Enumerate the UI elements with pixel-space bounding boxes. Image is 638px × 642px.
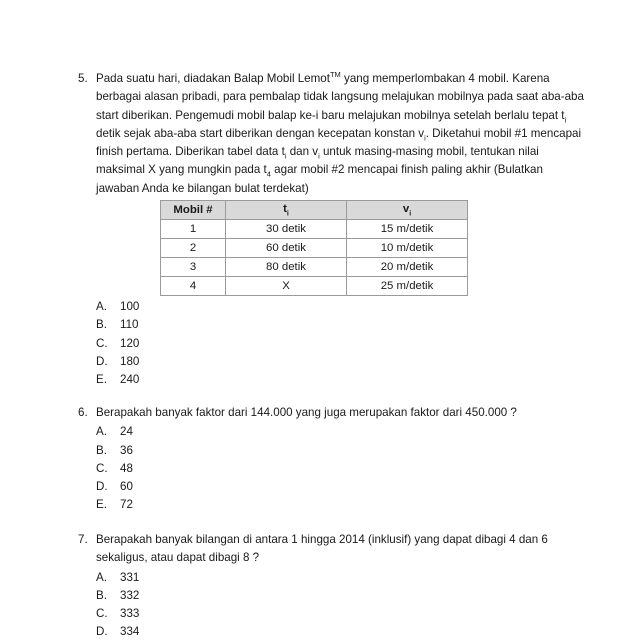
answer-options bbox=[78, 423, 588, 514]
option-e bbox=[96, 496, 588, 514]
option-value: 120 bbox=[120, 336, 140, 350]
question-text: Berapakah banyak faktor dari 144.000 yang juga merupakan faktor dari 450.000 ? bbox=[96, 406, 517, 419]
option-letter: E. bbox=[96, 498, 107, 512]
option-c bbox=[96, 335, 588, 353]
option-letter: B. bbox=[96, 443, 107, 457]
option-value: 240 bbox=[120, 373, 140, 387]
cell-v: 15 m/detik bbox=[347, 220, 468, 239]
option-a bbox=[96, 569, 588, 587]
option-c bbox=[96, 605, 588, 623]
subscript: i bbox=[424, 133, 426, 143]
option-d bbox=[96, 353, 588, 371]
cell-v: 20 m/detik bbox=[347, 258, 468, 277]
question-number: 7. bbox=[78, 533, 88, 546]
cell-v: 25 m/detik bbox=[347, 277, 468, 296]
option-value: 180 bbox=[120, 354, 140, 368]
option-letter: C. bbox=[96, 607, 108, 621]
question-text-part: dan v bbox=[286, 145, 319, 159]
cell-t: 80 detik bbox=[226, 258, 347, 277]
option-b bbox=[96, 316, 588, 334]
question-text-part: detik sejak aba-aba start diberikan dengan kecepatan konstan v bbox=[96, 126, 425, 140]
option-value: 24 bbox=[120, 425, 133, 439]
table-row bbox=[161, 277, 468, 296]
subscript: 4 bbox=[266, 169, 271, 179]
data-table bbox=[160, 200, 468, 296]
cell-mobil: 3 bbox=[161, 258, 226, 277]
cell-t: 30 detik bbox=[226, 220, 347, 239]
header-t-label: t bbox=[283, 202, 287, 215]
option-a bbox=[96, 423, 588, 441]
question-text: Berapakah banyak bilangan di antara 1 hingga 2014 (inklusif) yang dapat dibagi 4 dan 6 sekaligus, atau dapat dibagi 8 ? bbox=[96, 533, 548, 565]
table-row bbox=[161, 239, 468, 258]
option-letter: A. bbox=[96, 570, 107, 584]
option-letter: E. bbox=[96, 373, 107, 387]
option-value: 333 bbox=[120, 607, 140, 621]
cell-t: 60 detik bbox=[226, 239, 347, 258]
header-t bbox=[226, 201, 347, 220]
header-mobil: Mobil # bbox=[161, 201, 226, 220]
option-letter: D. bbox=[96, 354, 108, 368]
option-value: 36 bbox=[120, 443, 133, 457]
option-b bbox=[96, 442, 588, 460]
option-c bbox=[96, 460, 588, 478]
option-value: 331 bbox=[120, 570, 140, 584]
question-5 bbox=[78, 70, 588, 390]
option-letter: B. bbox=[96, 588, 107, 602]
option-letter: C. bbox=[96, 336, 108, 350]
question-text-part: yang memperlombakan 4 mobil. Karena berbagai alasan pribadi, para pembalap tidak langsung melajukan mobilnya pada saat aba-aba start diberikan. Pengemudi mobil balap ke-i baru melajukan mobilnya setelah berlalu tepat t bbox=[96, 72, 584, 122]
table-header-row bbox=[161, 201, 468, 220]
subscript: i bbox=[318, 151, 320, 161]
question-6 bbox=[78, 404, 588, 515]
option-letter: A. bbox=[96, 425, 107, 439]
answer-options bbox=[78, 569, 588, 642]
option-letter: D. bbox=[96, 625, 108, 639]
option-letter: C. bbox=[96, 461, 108, 475]
question-7 bbox=[78, 531, 588, 642]
option-value: 100 bbox=[120, 300, 140, 314]
cell-t: X bbox=[226, 277, 347, 296]
question-text bbox=[96, 70, 588, 198]
option-letter: A. bbox=[96, 300, 107, 314]
option-value: 72 bbox=[120, 498, 133, 512]
option-a bbox=[96, 298, 588, 316]
question-number: 5. bbox=[78, 72, 88, 85]
option-value: 110 bbox=[120, 318, 139, 332]
option-d bbox=[96, 478, 588, 496]
option-value: 334 bbox=[120, 625, 140, 639]
question-text-part: Pada suatu hari, diadakan Balap Mobil Lemot bbox=[96, 72, 330, 85]
table-row bbox=[161, 220, 468, 239]
header-v-label: v bbox=[402, 202, 410, 215]
option-value: 48 bbox=[120, 461, 133, 475]
subscript: i bbox=[564, 114, 567, 124]
option-letter: B. bbox=[96, 318, 107, 332]
cell-mobil: 2 bbox=[161, 239, 226, 258]
option-value: 60 bbox=[120, 480, 133, 494]
option-letter: D. bbox=[96, 480, 108, 494]
subscript: i bbox=[409, 210, 412, 218]
cell-v: 10 m/detik bbox=[347, 239, 468, 258]
table-row bbox=[161, 258, 468, 277]
subscript: i bbox=[284, 151, 287, 161]
subscript: i bbox=[286, 210, 289, 218]
option-b bbox=[96, 587, 588, 605]
cell-mobil: 1 bbox=[161, 220, 226, 239]
header-v bbox=[347, 201, 468, 220]
cell-mobil: 4 bbox=[161, 277, 226, 296]
question-text-part: . Diketahui mobil #1 mencapai finish pertama. Diberikan tabel data t bbox=[96, 126, 582, 159]
option-value: 332 bbox=[120, 588, 140, 602]
trademark-mark: TM bbox=[329, 70, 341, 80]
question-text-part: agar mobil #2 mencapai finish paling akhir (Bulatkan jawaban Anda ke bilangan bulat terdekat) bbox=[96, 163, 543, 195]
question-text-part: untuk masing-masing mobil, tentukan nilai maksimal X yang mungkin pada t bbox=[96, 145, 539, 177]
question-number: 6. bbox=[78, 406, 88, 419]
option-e bbox=[96, 371, 588, 389]
answer-options bbox=[78, 298, 588, 389]
option-d bbox=[96, 623, 588, 641]
